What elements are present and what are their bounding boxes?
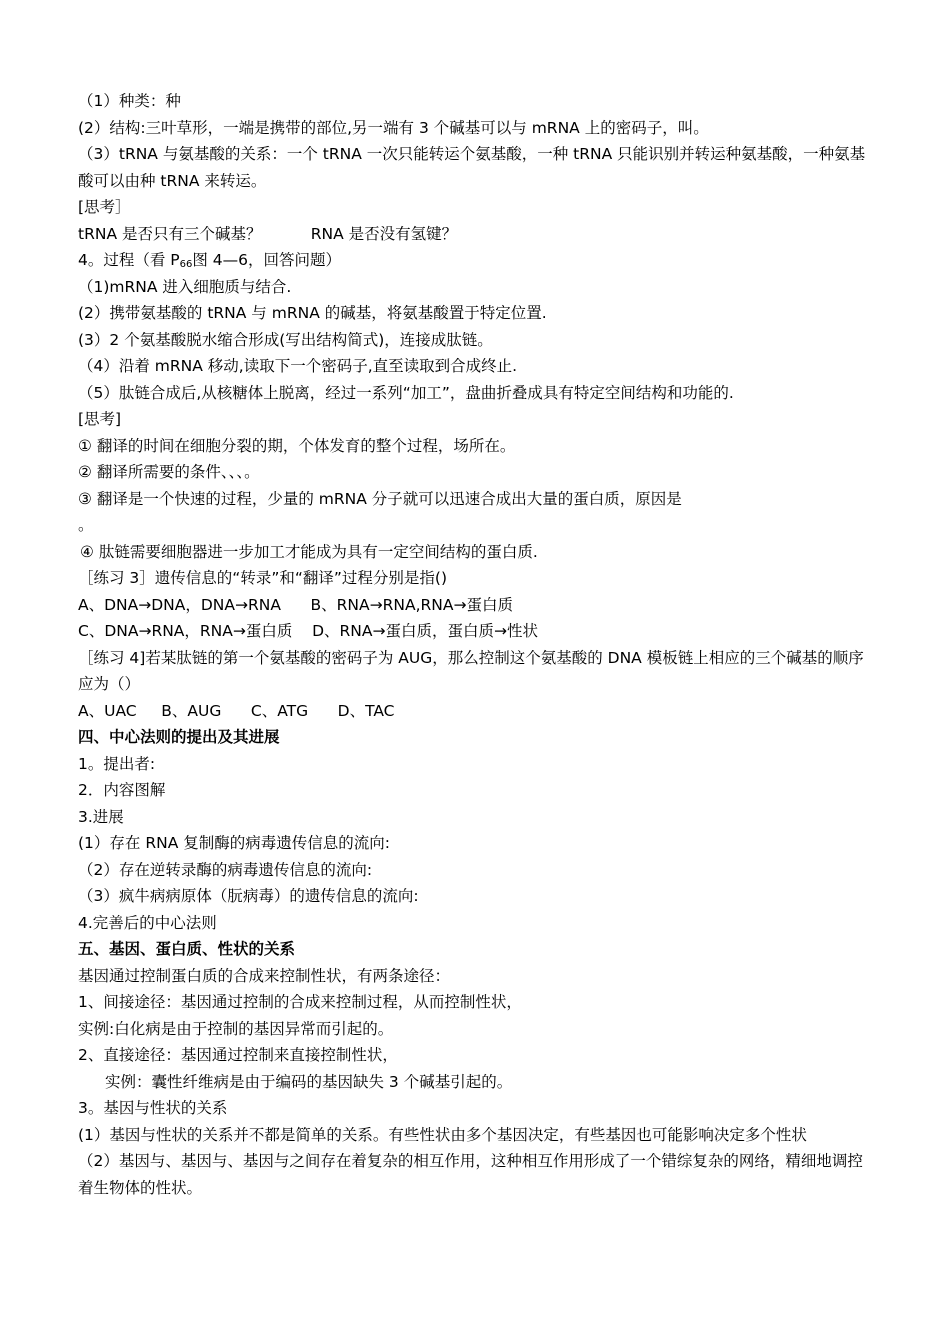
text-line: (1）基因与性状的关系并不都是简单的关系。有些性状由多个基因决定，有些基因也可能影响决定多个性状 bbox=[78, 1125, 807, 1144]
section-heading: 四、中心法则的提出及其进展 bbox=[78, 728, 280, 746]
text-line: ① 翻译的时间在细胞分裂的期，个体发育的整个过程，场所在。 bbox=[78, 436, 516, 455]
text-line: 实例：囊性纤维病是由于编码的基因缺失 3 个碱基引起的。 bbox=[105, 1072, 513, 1091]
page-subscript: 66 bbox=[179, 259, 193, 270]
section-heading: 五、基因、蛋白质、性状的关系 bbox=[78, 940, 296, 958]
text-line: ［练习 4]若某肽链的第一个氨基酸的密码子为 AUG，那么控制这个氨基酸的 DNA 模板链上相应的三个碱基的顺序应为（） bbox=[78, 648, 864, 693]
text-line: (3）2 个氨基酸脱水缩合形成(写出结构简式)，连接成肽链。 bbox=[78, 330, 493, 349]
text-line: 3.进展 bbox=[78, 807, 124, 826]
text-line: 基因通过控制蛋白质的合成来控制性状，有两条途径： bbox=[78, 966, 451, 985]
text-line: 2、直接途径：基因通过控制来直接控制性状， bbox=[78, 1046, 398, 1064]
text-line: （2）存在逆转录酶的病毒遗传信息的流向: bbox=[78, 860, 373, 879]
text-line: [思考] bbox=[78, 410, 122, 428]
text-line: （2）基因与、基因与、基因与之间存在着复杂的相互作用，这种相互作用形成了一个错综复杂的网络，精细地调控着生物体的性状。 bbox=[78, 1152, 863, 1197]
text-line: （3）疯牛病病原体（朊病毒）的遗传信息的流向: bbox=[78, 887, 419, 905]
text-line: (1）存在 RNA 复制酶的病毒遗传信息的流向: bbox=[78, 834, 390, 852]
text-line: 2．内容图解 bbox=[78, 781, 166, 799]
document-page bbox=[78, 88, 878, 1201]
text-line: A、UAC B、AUG C、ATG D、TAC bbox=[78, 701, 395, 720]
text-line: （1)mRNA 进入细胞质与结合. bbox=[78, 277, 292, 296]
text-line: ③ 翻译是一个快速的过程，少量的 mRNA 分子就可以迅速合成出大量的蛋白质，原因是 bbox=[78, 489, 682, 508]
text-line: C、DNA→RNA，RNA→蛋白质 D、RNA→蛋白质，蛋白质→性状 bbox=[78, 622, 538, 640]
text-line: （4）沿着 mRNA 移动,读取下一个密码子,直至读取到合成终止. bbox=[78, 357, 518, 375]
text-line: 1。提出者: bbox=[78, 754, 156, 773]
text-line: (2）结构:三叶草形，一端是携带的部位,另一端有 3 个碱基可以与 mRNA 上的密码子，叫。 bbox=[78, 118, 709, 137]
text-line bbox=[78, 247, 878, 274]
text-line: （1）种类：种 bbox=[78, 92, 181, 110]
text-line-part: 图 4—6，回答问题） bbox=[192, 251, 342, 269]
text-line: 实例:白化病是由于控制的基因异常而引起的。 bbox=[78, 1019, 394, 1038]
text-line-part: 4。过程（看 P bbox=[78, 251, 180, 269]
text-line: ［练习 3］遗传信息的“转录”和“翻译”过程分别是指() bbox=[78, 569, 448, 587]
text-line: A、DNA→DNA，DNA→RNA B、RNA→RNA,RNA→蛋白质 bbox=[78, 595, 513, 614]
text-line: ④ 肽链需要细胞器进一步加工才能成为具有一定空间结构的蛋白质. bbox=[80, 542, 538, 561]
text-line: 。 bbox=[78, 516, 94, 534]
text-line: tRNA 是否只有三个碱基？ RNA 是否没有氢键？ bbox=[78, 224, 458, 243]
text-line: （3）tRNA 与氨基酸的关系：一个 tRNA 一次只能转运个氨基酸，一种 tRNA 只能识别并转运种氨基酸，一种氨基酸可以由种 tRNA 来转运。 bbox=[78, 145, 866, 190]
text-line: 1、间接途径：基因通过控制的合成来控制过程，从而控制性状， bbox=[78, 993, 522, 1011]
text-line: 3。基因与性状的关系 bbox=[78, 1099, 228, 1117]
text-line: 4.完善后的中心法则 bbox=[78, 913, 217, 932]
text-line: ② 翻译所需要的条件、、、。 bbox=[78, 463, 260, 481]
text-line: （5）肽链合成后,从核糖体上脱离，经过一系列“加工”，盘曲折叠成具有特定空间结构和功能的. bbox=[78, 383, 734, 402]
text-line: [思考］ bbox=[78, 198, 131, 216]
text-line: (2）携带氨基酸的 tRNA 与 mRNA 的碱基，将氨基酸置于特定位置. bbox=[78, 304, 547, 322]
